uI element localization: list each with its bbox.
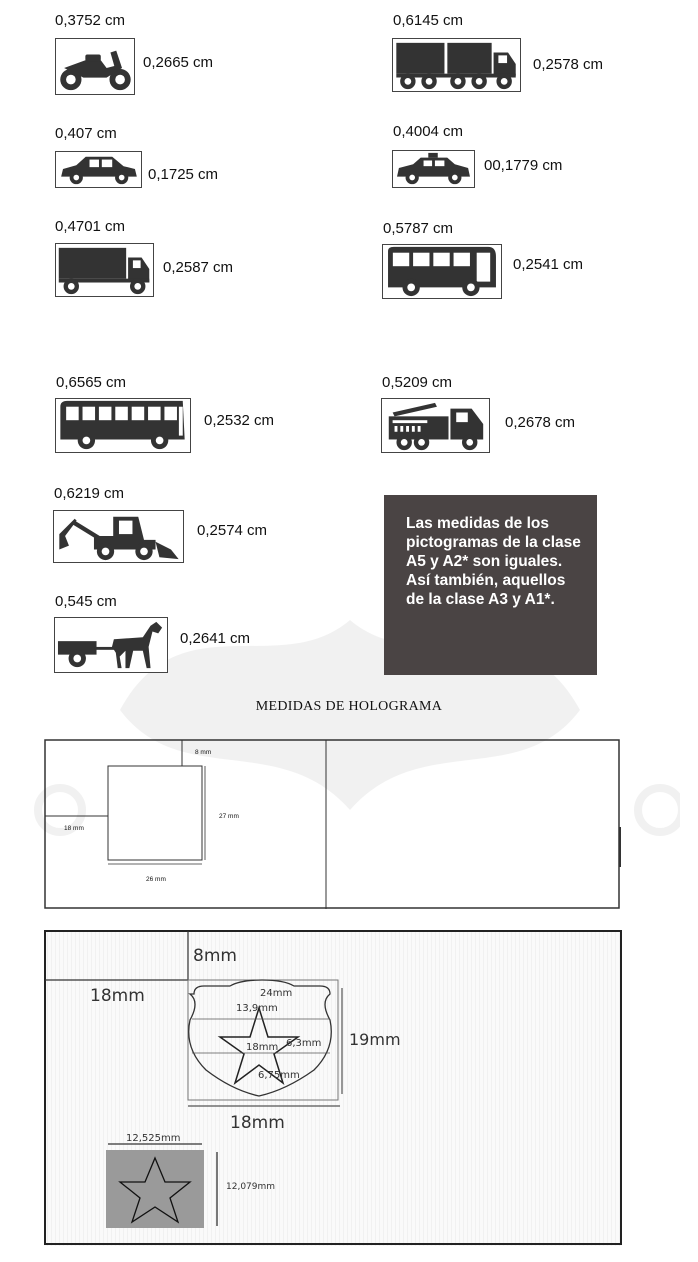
minibus-width: 0,5787 cm [383,220,454,237]
fire-truck-width: 0,5209 cm [382,374,453,391]
police-car-height: 00,1779 cm [484,157,563,174]
hologram-2-inner-top-label: 24mm [260,988,293,999]
box-truck-icon [56,244,153,296]
motorcycle-icon [56,39,134,94]
truck-trailer-height: 0,2578 cm [533,56,604,73]
fire-truck-icon [382,399,489,452]
pictogram-note: Las medidas de los pictogramas de la clase A5 y A2* son iguales. Así también, aquellos de la clase A3 y A1*. [384,495,597,675]
hologram-2-sample-width-label: 12,525mm [126,1133,181,1144]
hologram-2-left-label: 18mm [90,986,145,1006]
minibus-pictogram [382,244,502,299]
truck-trailer-pictogram [392,38,521,92]
horse-cart-width: 0,545 cm [55,593,117,610]
motorcycle-pictogram [55,38,135,95]
horse-cart-height: 0,2641 cm [180,630,251,647]
police-car-width: 0,4004 cm [393,123,464,140]
hologram-1-height-label: 27 mm [219,813,239,820]
hologram-1-lines [44,739,621,912]
bus-width: 0,6565 cm [56,374,127,391]
bus-pictogram [55,398,191,453]
hologram-1-left-label: 18 mm [64,825,84,832]
car-pictogram [55,151,142,188]
car-height: 0,1725 cm [148,166,219,183]
motorcycle-width: 0,3752 cm [55,12,126,29]
police-car-icon [393,151,474,187]
box-truck-height: 0,2587 cm [163,259,234,276]
box-truck-pictogram [55,243,154,297]
bus-height: 0,2532 cm [204,412,275,429]
backhoe-height: 0,2574 cm [197,522,268,539]
backhoe-width: 0,6219 cm [54,485,125,502]
fire-truck-height: 0,2678 cm [505,414,576,431]
hologram-1-width-label: 26 mm [146,876,166,883]
hologram-2-width-label: 18mm [230,1113,285,1133]
hologram-2-star-bottom-label: 6,75mm [258,1070,300,1081]
backhoe-icon [54,511,183,562]
hologram-2-sample-height-label: 12,079mm [226,1182,276,1192]
hologram-1-top-label: 8 mm [195,749,212,756]
hologram-2-star-right-label: 6,3mm [286,1038,322,1049]
horse-cart-icon [55,618,167,672]
hologram-2-star-width-label: 13,9mm [236,1003,278,1014]
section-title: MEDIDAS DE HOLOGRAMA [255,699,443,714]
hologram-diagram-1 [44,739,621,912]
hologram-2-top-label: 8mm [193,946,237,966]
car-icon [56,152,141,187]
hologram-2-star-inner-label: 18mm [246,1042,279,1053]
backhoe-pictogram [53,510,184,563]
hologram-diagram-2 [44,930,622,1246]
hologram-2-height-label: 19mm [349,1030,401,1049]
box-truck-width: 0,4701 cm [55,218,126,235]
hologram-2-lines [44,930,622,1246]
bus-icon [56,399,190,452]
truck-trailer-icon [393,39,520,91]
fire-truck-pictogram [381,398,490,453]
car-width: 0,407 cm [55,125,117,142]
truck-trailer-width: 0,6145 cm [393,12,464,29]
minibus-height: 0,2541 cm [513,256,584,273]
police-car-pictogram [392,150,475,188]
minibus-icon [383,245,501,298]
motorcycle-height: 0,2665 cm [143,54,214,71]
horse-cart-pictogram [54,617,168,673]
